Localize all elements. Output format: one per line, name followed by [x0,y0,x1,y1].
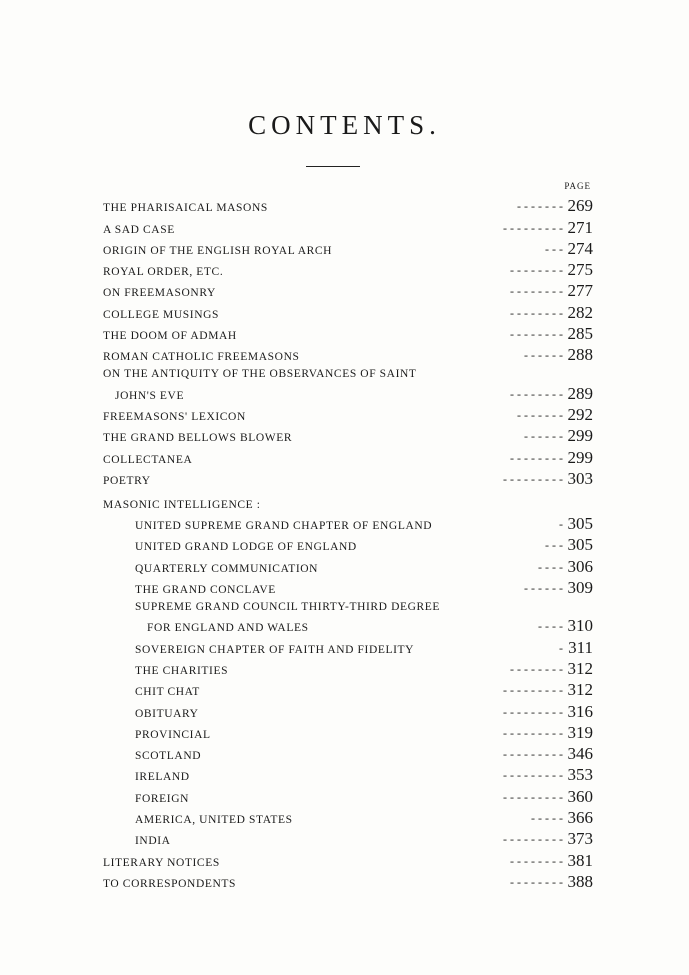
toc-entry [135,555,689,576]
toc-entry-title: OBITUARY [135,707,199,720]
toc-entry [135,743,689,764]
toc-leader: - - - - - - [524,429,563,444]
toc-leader: - - - - - - [524,348,563,363]
toc-entry [103,280,689,301]
toc-page-number: 305 [567,514,593,534]
toc-page-number: 366 [567,808,593,828]
toc-entry [103,446,689,467]
toc-entry [135,785,689,806]
toc-leader: - - - - - - - - - [503,789,563,804]
toc-page-number: 388 [567,871,593,891]
toc-page-number: 274 [567,238,593,258]
toc-page-number: 292 [567,404,593,424]
toc-entry-title: UNITED GRAND LODGE OF ENGLAND [135,541,357,554]
toc-entry-title: ORIGIN OF THE ENGLISH ROYAL ARCH [103,244,333,257]
toc-entry-title: COLLEGE MUSINGS [103,308,220,321]
toc-entry [103,871,689,892]
toc-leader: - - - - - - - - [510,853,563,868]
toc-leader: - - - - - - - - [510,327,563,342]
toc-leader: - - - - - - - - [510,386,563,401]
toc-entry-title: FREEMASONS' LEXICON [103,410,246,423]
toc-entry-title: LITERARY NOTICES [103,856,220,869]
toc-leader: - - - - - [531,811,563,826]
toc-entry-title: A SAD CASE [103,223,175,236]
section-heading [103,493,689,513]
toc-entry-title: ON FREEMASONRY [103,287,216,300]
toc-leader: - - - - - - - - - [503,747,563,762]
toc-entry-title: COLLECTANEA [103,453,193,466]
toc-page-number: 346 [567,744,593,764]
toc-page-number: 312 [567,658,593,678]
toc-page-number: 353 [567,765,593,785]
toc-entry-title: PROVINCIAL [135,728,211,741]
toc-entry-title: TO CORRESPONDENTS [103,877,236,890]
toc-leader: - - - - - - - - [510,305,563,320]
toc-page-number: 311 [568,637,593,657]
toc-page-number: 305 [567,535,593,555]
toc-page-number: 282 [567,302,593,322]
toc-page-number: 271 [567,217,593,237]
toc-entry [103,216,689,237]
toc-entry [135,636,689,657]
page-title: CONTENTS. [248,110,441,140]
toc-leader: - - - - - - - - [510,450,563,465]
toc-leader: - - - - - - - - - [503,832,563,847]
toc-leader: - - - - - - - - - [503,768,563,783]
toc-entry [135,722,689,743]
title-rule [306,166,360,167]
toc-page-number: 269 [567,196,593,216]
toc-entry [135,658,689,679]
toc-entry-continuation: JOHN'S EVE [115,389,185,402]
toc-entry [103,238,689,259]
toc-leader: - - - - - - - - - [503,683,563,698]
toc-leader: - - - - - - - - - [503,471,563,486]
toc-leader: - - - [545,241,563,256]
toc-page-number: 285 [567,324,593,344]
toc-entry-title: ROYAL ORDER, ETC. [103,266,224,279]
toc-page-number: 309 [567,578,593,598]
toc-entry [103,425,689,446]
toc-leader: - [559,517,563,532]
toc-entry-title: AMERICA, UNITED STATES [135,814,293,827]
toc-entry [103,404,689,425]
toc-leader: - - - - - - - - [510,263,563,278]
toc-entry-line1 [103,365,689,382]
toc-page-number: 373 [567,829,593,849]
toc-entry-title: THE GRAND CONCLAVE [135,584,276,597]
toc-entry [135,807,689,828]
section-heading-text: MASONIC INTELLIGENCE : [103,498,261,511]
toc-entry-title: IRELAND [135,771,190,784]
toc-leader: - - - - - - [524,581,563,596]
toc-entry-continuation: FOR ENGLAND AND WALES [147,622,309,635]
toc-entry-title: POETRY [103,474,151,487]
toc-entry-title: SUPREME GRAND COUNCIL THIRTY-THIRD DEGREE [135,601,441,614]
toc-leader: - - - - [538,619,563,634]
toc-entry-title: THE DOOM OF ADMAH [103,330,237,343]
toc-entry [103,323,689,344]
toc-page-number: 289 [567,383,593,403]
toc-entry [103,259,689,280]
toc-entry-title: QUARTERLY COMMUNICATION [135,562,319,575]
toc-entry [103,195,689,216]
toc-leader: - - - - - - - - [510,661,563,676]
toc-leader: - - - - - - - - - [503,704,563,719]
toc-entry [135,764,689,785]
toc-entry [103,468,689,489]
toc-entry-title: INDIA [135,835,171,848]
toc-entry-title: SCOTLAND [135,750,202,763]
toc-entry-title: THE GRAND BELLOWS BLOWER [103,432,293,445]
toc-entry [135,615,689,636]
toc-leader: - - - - - - - - - [503,220,563,235]
toc-leader: - [559,640,563,655]
toc-page-number: 319 [567,722,593,742]
toc-leader: - - - - - - - - [510,284,563,299]
table-of-contents [0,195,689,892]
toc-entry-title: ON THE ANTIQUITY OF THE OBSERVANCES OF SAINT [103,368,417,381]
toc-entry [103,382,689,403]
toc-entry [103,301,689,322]
toc-page-number: 275 [567,260,593,280]
toc-page-number: 310 [567,616,593,636]
toc-page-number: 303 [567,468,593,488]
toc-entry-title: FOREIGN [135,792,190,805]
toc-entry-title: THE PHARISAICAL MASONS [103,202,268,215]
toc-entry-title: THE CHARITIES [135,664,229,677]
toc-leader: - - - [545,538,563,553]
toc-page-number: 381 [567,850,593,870]
toc-entry [135,828,689,849]
toc-page-number: 360 [567,786,593,806]
toc-leader: - - - - - - - - [510,874,563,889]
toc-page-number: 312 [567,680,593,700]
toc-page-number: 299 [567,426,593,446]
toc-entry-title: UNITED SUPREME GRAND CHAPTER OF ENGLAND [135,520,433,533]
toc-page-number: 306 [567,556,593,576]
toc-entry [135,679,689,700]
toc-entry [135,700,689,721]
toc-entry [103,344,689,365]
toc-entry-title: SOVEREIGN CHAPTER OF FAITH AND FIDELITY [135,643,415,656]
toc-page-number: 299 [567,447,593,467]
toc-entry [135,577,689,598]
toc-page-number: 316 [567,701,593,721]
toc-entry [103,849,689,870]
toc-leader: - - - - - - - [517,407,563,422]
toc-leader: - - - - [538,559,563,574]
page-column-label: PAGE [564,181,591,191]
toc-page-number: 277 [567,281,593,301]
toc-entry-line1 [135,598,689,615]
toc-entry [135,534,689,555]
toc-page-number: 288 [567,345,593,365]
toc-leader: - - - - - - - [517,199,563,214]
toc-entry-title: CHIT CHAT [135,686,200,699]
toc-entry [135,513,689,534]
toc-entry-title: ROMAN CATHOLIC FREEMASONS [103,351,300,364]
toc-leader: - - - - - - - - - [503,725,563,740]
